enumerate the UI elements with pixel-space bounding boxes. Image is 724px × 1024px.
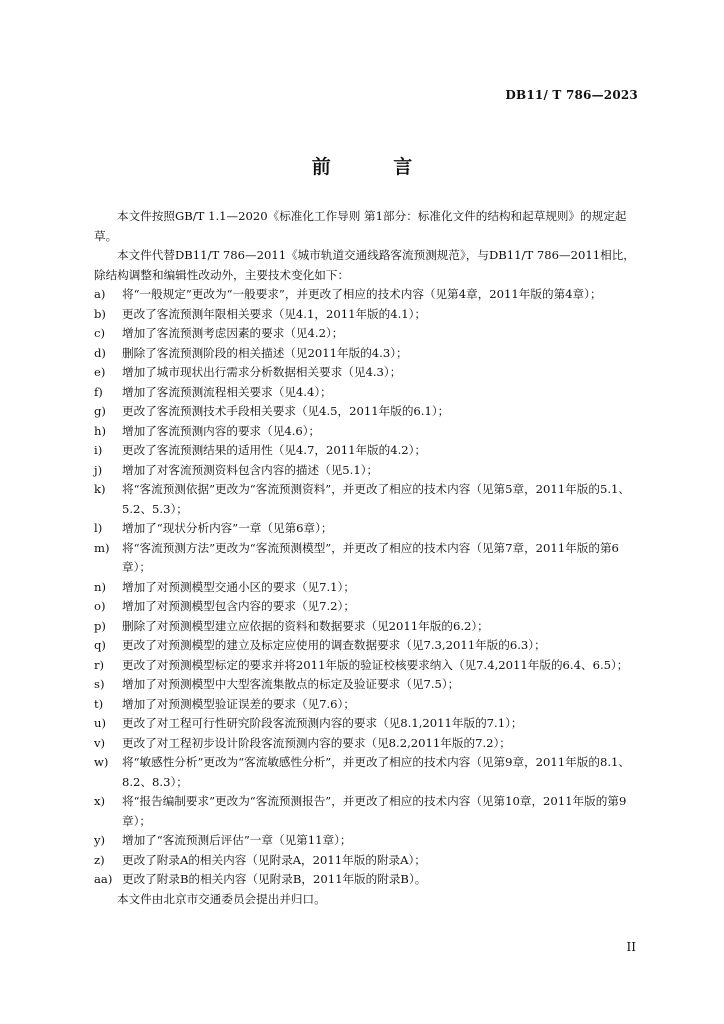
change-text-aa: 更改了附录B的相关内容（见附录B，2011年版的附录B）。	[122, 872, 427, 886]
change-item-u	[94, 714, 640, 734]
change-text-p: 删除了对预测模型建立应依据的资料和数据要求（见2011年版的6.2）；	[122, 618, 489, 633]
change-item-t	[94, 695, 640, 715]
change-item-a	[94, 285, 640, 305]
change-item-p	[94, 617, 640, 637]
change-text-h: 增加了客流预测内容的要求（见4.6）；	[122, 423, 321, 438]
change-item-h	[94, 422, 640, 442]
change-item-aa	[94, 870, 640, 890]
change-text-u: 更改了对工程可行性研究阶段客流预测内容的要求（见8.1,2011年版的7.1）；	[122, 716, 523, 730]
change-text-q: 更改了对预测模型的建立及标定应使用的调查数据要求（见7.3,2011年版的6.3）；	[122, 638, 546, 652]
change-text-m: 将“客流预测方法”更改为“客流预测模型”，并更改了相应的技术内容（见第7章，2011年版的第6章）；	[122, 540, 619, 574]
change-item-x	[94, 792, 640, 831]
change-label-l: l)	[94, 521, 103, 535]
page-number: II	[626, 940, 636, 954]
change-item-s	[94, 675, 640, 695]
change-item-r	[94, 656, 640, 676]
standard-code-header: DB11/ T 786—2023	[505, 88, 638, 102]
change-text-o: 增加了对预测模型包含内容的要求（见7.2）；	[122, 599, 355, 613]
change-label-u: u)	[94, 716, 106, 730]
change-item-b	[94, 305, 640, 325]
change-item-e	[94, 363, 640, 383]
change-text-w: 将“敏感性分析”更改为“客流敏感性分析”，并更改了相应的技术内容（见第9章，2011年版的8.1、8.2、8.3）；	[122, 755, 630, 789]
change-text-x: 将“报告编制要求”更改为“客流预测报告”，并更改了相应的技术内容（见第10章，2011年版的第9章）；	[122, 794, 627, 828]
change-text-b: 更改了客流预测年限相关要求（见4.1，2011年版的4.1）；	[122, 306, 427, 321]
change-label-y: y)	[94, 833, 106, 847]
change-label-g: g)	[94, 404, 106, 418]
change-label-c: c)	[94, 326, 106, 340]
change-text-j: 增加了对客流预测资料包含内容的描述（见5.1）；	[122, 462, 379, 477]
intro-paragraph-2: 本文件代替DB11/T 786—2011《城市轨道交通线路客流预测规范》，与DB11/T 786—2011相比，除结构调整和编辑性改动外，主要技术变化如下：	[94, 248, 635, 282]
change-label-x: x)	[94, 794, 106, 808]
closing-paragraph: 本文件由北京市交通委员会提出并归口。	[117, 891, 326, 906]
change-item-y	[94, 831, 640, 851]
change-label-w: w)	[94, 755, 109, 769]
change-label-v: v)	[94, 735, 106, 750]
change-label-p: p)	[94, 618, 106, 633]
change-text-n: 增加了对预测模型交通小区的要求（见7.1）；	[122, 579, 355, 594]
change-item-w	[94, 753, 640, 792]
change-item-l	[94, 519, 640, 539]
change-text-d: 删除了客流预测阶段的相关描述（见2011年版的4.3）；	[122, 345, 408, 360]
change-label-i: i)	[94, 443, 103, 457]
intro-paragraph-1: 本文件按照GB/T 1.1—2020《标准化工作导则 第1部分：标准化文件的结构和起草规则》的规定起草。	[94, 209, 627, 243]
change-label-a: a)	[94, 287, 106, 301]
change-text-e: 增加了城市现状出行需求分析数据相关要求（见4.3）；	[122, 365, 402, 379]
change-text-v: 更改了对工程初步设计阶段客流预测内容的要求（见8.2,2011年版的7.2）；	[122, 735, 511, 750]
change-item-o	[94, 597, 640, 617]
change-text-i: 更改了客流预测结果的适用性（见4.7，2011年版的4.2）；	[122, 443, 427, 457]
change-text-k: 将“客流预测依据”更改为“客流预测资料”，并更改了相应的技术内容（见第5章，2011年版的5.1、5.2、5.3）；	[122, 482, 630, 516]
change-label-aa: aa)	[94, 872, 113, 886]
change-label-m: m)	[94, 540, 110, 555]
change-text-c: 增加了客流预测考虑因素的要求（见4.2）；	[122, 326, 344, 340]
change-text-z: 更改了附录A的相关内容（见附录A，2011年版的附录A）；	[122, 852, 426, 867]
change-item-n	[94, 578, 640, 598]
change-label-f: f)	[94, 384, 103, 399]
change-text-g: 更改了客流预测技术手段相关要求（见4.5，2011年版的6.1）；	[122, 404, 450, 418]
change-item-i	[94, 441, 640, 461]
change-label-s: s)	[94, 677, 105, 691]
change-label-j: j)	[94, 462, 103, 477]
change-label-q: q)	[94, 638, 106, 652]
change-text-l: 增加了“现状分析内容”一章（见第6章）；	[122, 521, 333, 535]
change-item-c	[94, 324, 640, 344]
change-text-s: 增加了对预测模型中大型客流集散点的标定及验证要求（见7.5）；	[122, 677, 460, 691]
change-item-m	[94, 539, 640, 578]
change-text-t: 增加了对预测模型验证误差的要求（见7.6）；	[122, 696, 355, 711]
change-item-q	[94, 636, 640, 656]
change-label-d: d)	[94, 345, 106, 360]
change-item-z	[94, 851, 640, 871]
change-label-e: e)	[94, 365, 106, 379]
change-label-h: h)	[94, 423, 106, 438]
change-item-g	[94, 402, 640, 422]
change-label-z: z)	[94, 852, 105, 867]
change-text-y: 增加了“客流预测后评估”一章（见第11章）；	[122, 833, 352, 847]
change-label-n: n)	[94, 579, 106, 594]
change-label-r: r)	[94, 657, 105, 672]
page-title: 前 言	[311, 156, 441, 178]
change-text-f: 增加了客流预测流程相关要求（见4.4）；	[122, 384, 332, 399]
change-label-b: b)	[94, 306, 106, 321]
change-label-t: t)	[94, 696, 104, 711]
change-item-v	[94, 734, 640, 754]
change-label-o: o)	[94, 599, 106, 613]
change-item-k	[94, 480, 640, 519]
change-text-r: 更改了对预测模型标定的要求并将2011年版的验证校核要求纳入（见7.4,2011年版的6.4、6.5）；	[122, 657, 629, 672]
change-item-f	[94, 383, 640, 403]
change-item-j	[94, 461, 640, 481]
foreword-content	[94, 207, 640, 909]
change-item-d	[94, 344, 640, 364]
change-label-k: k)	[94, 482, 106, 496]
change-text-a: 将“一般规定”更改为“一般要求”，并更改了相应的技术内容（见第4章，2011年版的第4章）；	[122, 287, 602, 301]
technical-changes-list	[94, 285, 640, 890]
